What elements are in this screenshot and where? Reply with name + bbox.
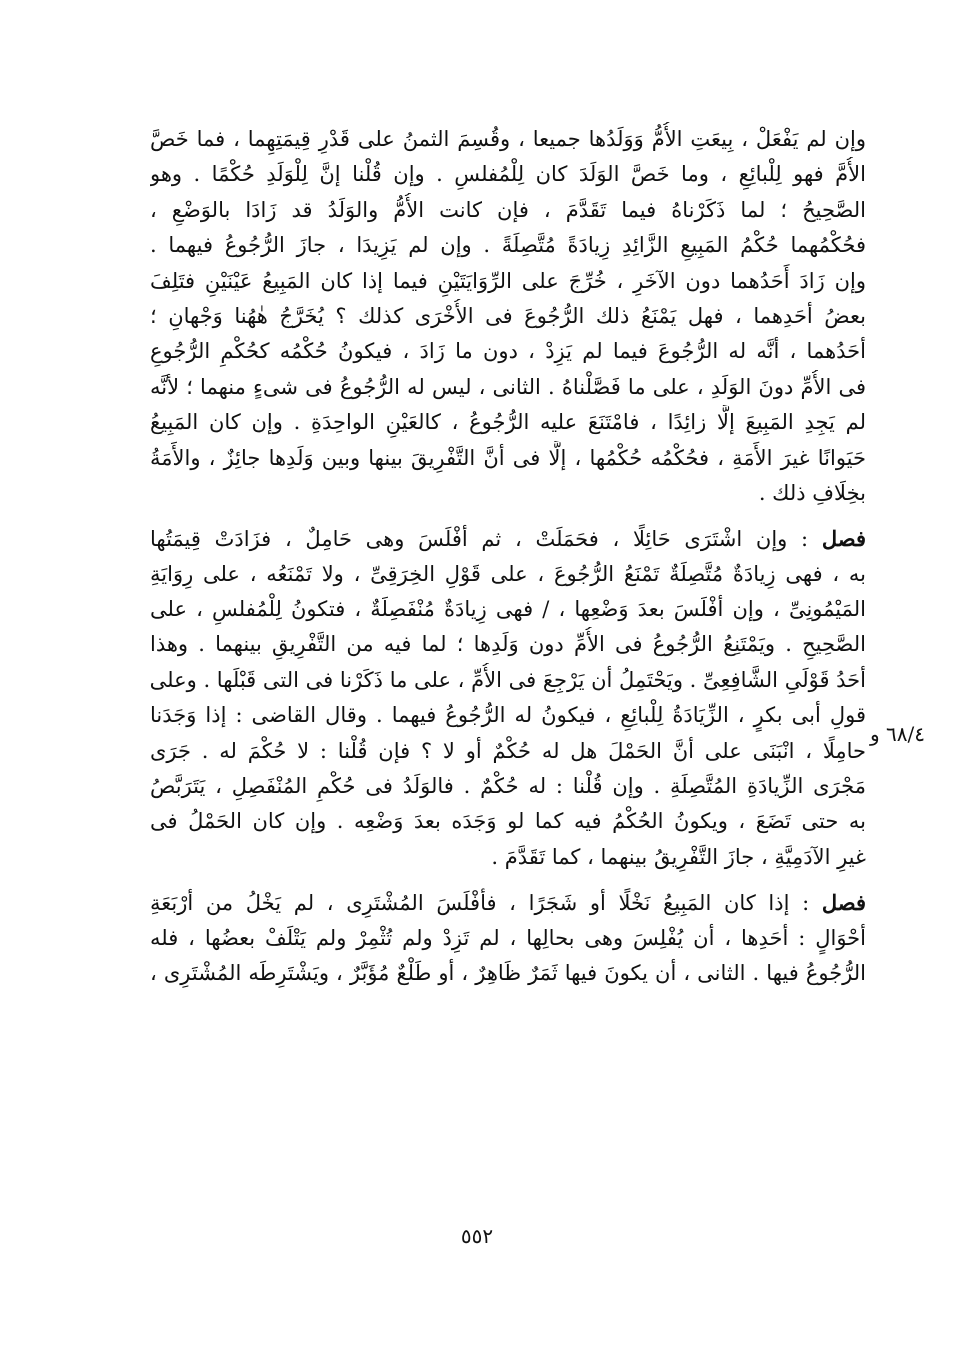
text-line: أحْوَالٍ : أحَدِها ، أن يُفْلِسَ وهى بحالِها ، لم تَزِدْ ولم تُثْمِرْ ولم يَتْلَفْ بعضُها ، فله: [150, 925, 866, 950]
text-line: بخِلَافِ ذلك .: [758, 480, 866, 505]
page-number: ٥٥٢: [460, 1224, 494, 1248]
text-line-with-heading: [150, 885, 866, 920]
page-body: [150, 122, 866, 991]
paragraph-gap: [150, 875, 866, 885]
text-line: به ، فهى زِيادَةٌ مُتَّصِلَةٌ تَمْنَعُ الرُّجُوعَ ، على قَوْلِ الخِرَقِىِّ ، ولا تَمْنَعُه ، على رِوَايَةِ: [150, 561, 866, 586]
text-line: به حتى تَضَعَ ، ويكونُ الحُكْمُ فيه كما لو وَجَدَه بعدَ وَضْعِه . وإن كان الحَمْلُ فى: [150, 809, 866, 834]
text-line: أحَدُ قَوْلَىِ الشَّافِعِىِّ . ويَحْتَمِلُ أن يَرْجِعَ فى الأُمِّ ، على ما ذَكَرْنا فى التى قَبْلَها . وعلى: [150, 667, 866, 692]
section-heading-fasl: فصل: [821, 890, 866, 916]
text-line: غيرِ الآدَمِيَّةِ ، جازَ التَّفْرِيقُ بينهما ، كما تَقَدَّمَ .: [491, 844, 866, 869]
text-line: بعضُ أحَدِهما ، فهل يَمْنَعُ ذلك الرُّجُوعَ فى الأُخْرَى كذلك ؟ يُخَرَّجُ هٰهُنا وَجْهانِ ؛: [150, 303, 866, 328]
text-line: الرُّجُوعُ فيها . الثانى ، أن يكونَ فيها ثَمَرٌ ظَاهِرٌ ، أو طَلْعٌ مُؤَبَّرٌ ، ويَشْتَرِطَه المُشْتَرِى ،: [150, 960, 866, 985]
text-line-with-heading: [150, 521, 866, 556]
text-line: وإن زَادَ أَحَدُهما دون الآخَرِ ، خُرِّجَ على الرِّوَايَتَيْنِ فيما إذا كان المَبِيعُ عَيْنَيْنِ فتَلِفَ: [150, 268, 866, 293]
text-line: وإن لم يَفْعَلْ ، بِيعَتِ الأُمُّ وَوَلَدُها جميعا ، وقُسِمَ الثمنُ على قَدْرِ قِيمَتِهِما ، فما خَصَّ: [150, 127, 866, 151]
text-line: أحَدُهما ، أنَّه له الرُّجُوعَ فيما لم يَزِدْ ، دون ما زَادَ ، فيكونُ حُكْمُه كحُكْمِ الرُّجُوعِ: [150, 339, 866, 364]
text-line: الصَّحِيحِ . ويَمْتَنِعُ الرُّجُوعُ فى الأُمِّ دون وَلَدِها ؛ لما فيه من التَّفْرِيقِ بينهما . وهذا: [150, 632, 866, 657]
text-line: قولِ أبى بكرٍ ، الزِّيَادَةُ لِلْبائِعِ ، فيكونُ له الرُّجُوعُ فيهما . وقال القاضى : إذا وَجَدَنا: [150, 703, 866, 728]
text-line: حَيَوانًا غيرَ الأَمَةِ ، فحُكْمُه حُكْمُها ، إلَّا فى أنَّ التَّفْرِيقَ بينها وبين وَلَدِها جائِزٌ ، والأَمَةُ: [150, 445, 866, 470]
heading-line-text: : وإن اشْتَرَى حَائِلًا ، فحَمَلَتْ ، ثم أفْلَسَ وهى حَامِلٌ ، فزَادَتْ قِيمَتُها: [150, 527, 809, 552]
paragraph-3: [150, 885, 866, 991]
text-line: مَجْرَى الزِّيادَةِ المُتَّصِلَةِ . وإن قُلْنا : له حُكْمٌ . فالوَلَدُ فى حُكْمِ المُنْفَصِلِ ، يَتَرَبَّصُ: [150, 774, 866, 799]
paragraph-gap: [150, 511, 866, 521]
section-heading-fasl: فصل: [821, 526, 866, 552]
margin-reference-note: ٦٨/٤ و: [870, 722, 925, 746]
text-line: حامِلًا ، انْبَنَى على أنَّ الحَمْلَ هل له حُكْمٌ أو لا ؟ فإن قُلْنا : لا حُكْمَ له . جَرَى: [150, 738, 866, 763]
text-line: الصَّحِيحُ ؛ لما ذَكَرْناهُ فيما تَقَدَّمَ ، فإن كانت الأُمُّ والوَلَدُ قد زَادَا بالوَضْعِ ،: [150, 197, 866, 222]
text-line: الأُمَّ فهو لِلْبائِعِ ، وما خَصَّ الوَلَدَ كان لِلْمُفلسِ . وإن قُلْنا إنَّ لِلْوَلَدِ حُكْمًا . وهو: [150, 162, 866, 187]
text-line: فحُكْمُهما حُكْمُ المَبِيعِ الزَّائِدِ زِيادَةً مُتَّصِلَةً . وإن لم يَزِيدَا ، جازَ الرُّجُوعُ فيهما .: [150, 233, 866, 258]
paragraph-1: [150, 122, 866, 511]
text-line: فى الأُمِّ دونَ الوَلَدِ ، على ما فَصَّلْناهُ . الثانى ، ليس له الرُّجُوعُ فى شىءٍ منهما ؛ لأنَّه: [150, 374, 866, 399]
text-line: لم يَجِدِ المَبِيعَ إلَّا زائِدًا ، فامْتَنَعَ عليه الرُّجُوعُ ، كالعَيْنِ الواحِدَةِ . وإن كان المَبِيعُ: [150, 410, 866, 435]
heading-line-text: : إذا كان المَبِيعُ نَخْلًا أو شَجَرًا ، فأفْلَسَ المُشْتَرِى ، لم يَخْلُ من أرْبَعَةِ: [150, 891, 810, 916]
text-line: المَيْمُونِىِّ ، وإن أفْلَسَ بعدَ وَضْعِها ، / فهى زِيادَةٌ مُنْفَصِلَةٌ ، فتكونُ لِلْمُفلسِ ، على: [150, 597, 866, 622]
paragraph-2: [150, 521, 866, 875]
